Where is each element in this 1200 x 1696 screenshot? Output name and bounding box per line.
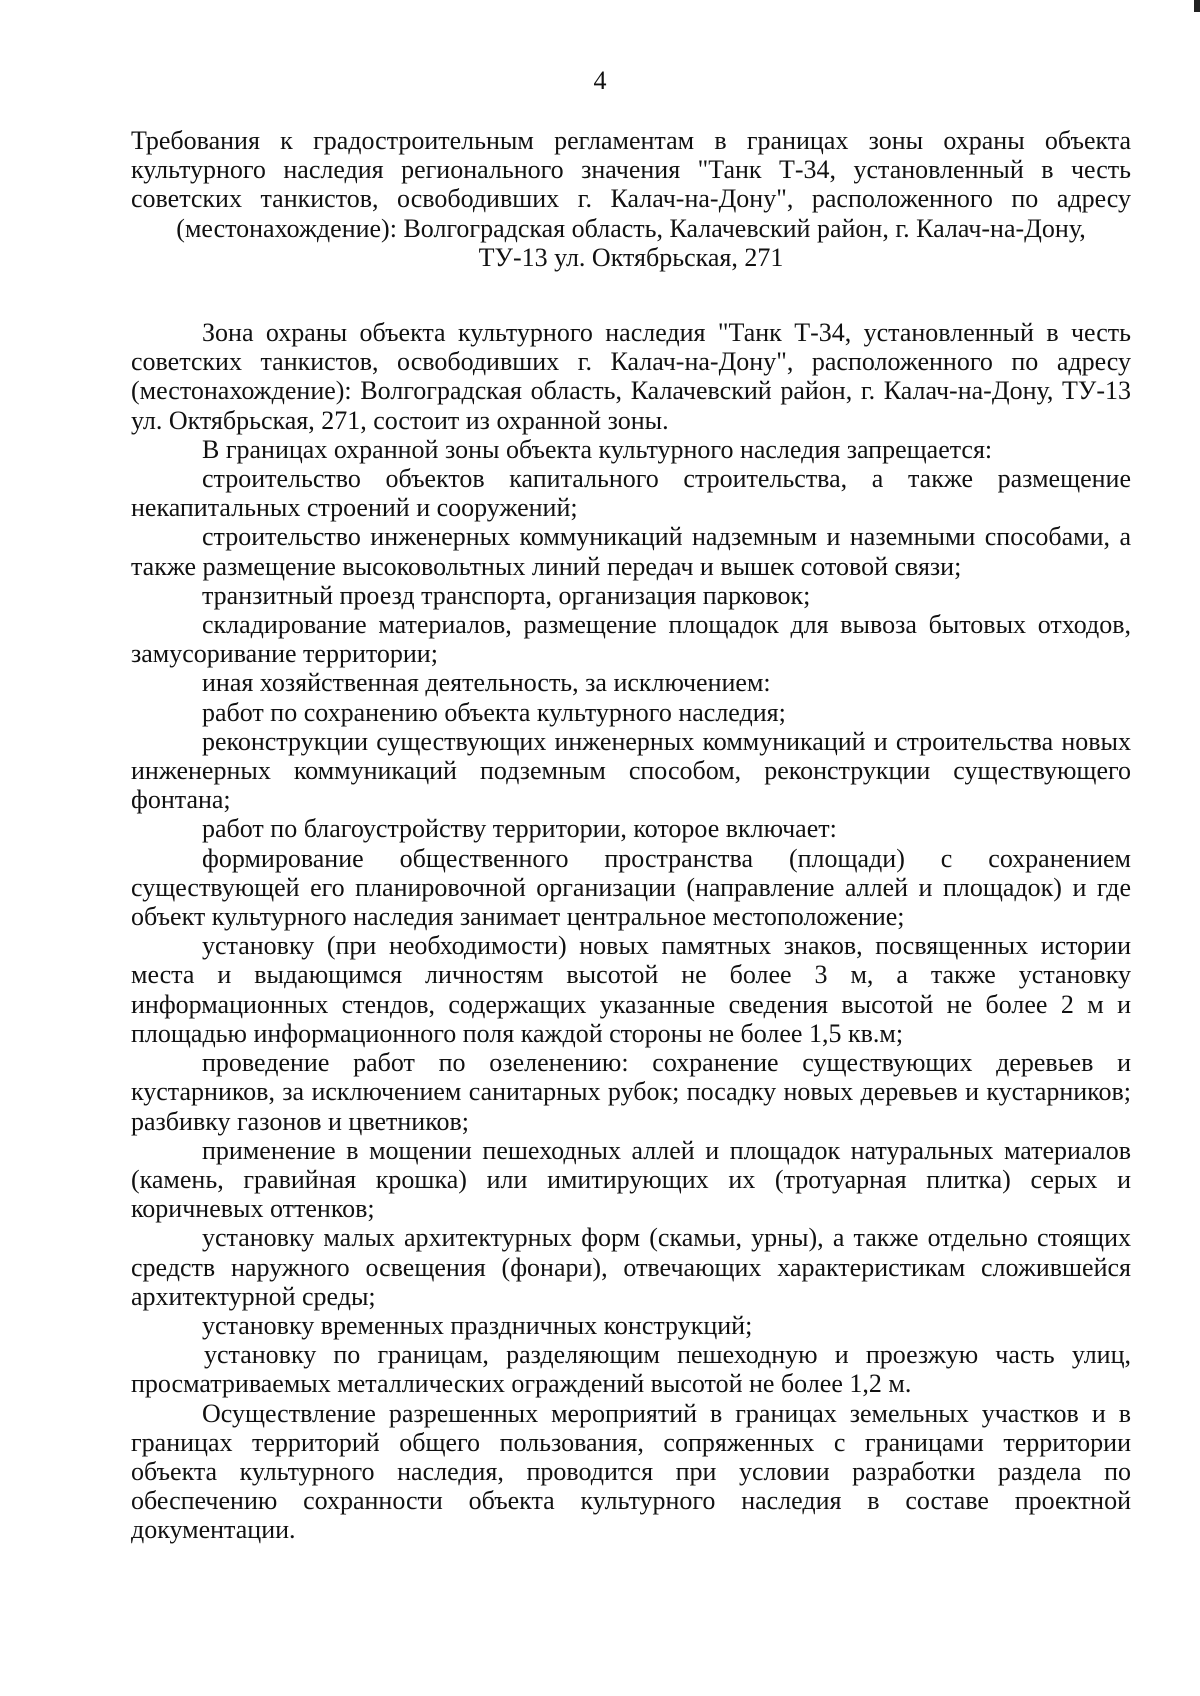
paragraph: работ по благоустройству территории, которое включает: [202, 814, 837, 844]
paragraph: формирование общественного пространства (площади) с сохранением существующей его планировочной организации (направление аллей и площадок) и где объект культурного наследия занимает центральное местоположение; [131, 843, 1131, 932]
paragraph: транзитный проезд транспорта, организация парковок; [202, 580, 811, 610]
document-title: Требования к градостроительным регламентам в границах зоны охраны объекта культурного наследия регионального значения "Танк Т-34, установленный в честь советских танкистов, освободивших г. Калач-на-Дону", расположенного по адресу (местонахождение): Волгоградская область, Калачевский район, г. Калач-на-Дону, [131, 126, 1131, 243]
paragraph: В границах охранной зоны объекта культурного наследия запрещается: [202, 434, 993, 464]
paragraph: установку (при необходимости) новых памятных знаков, посвященных истории места и выдающимся личностям высотой не более 3 м, а также установку информационных стендов, содержащих указанные сведения высотой не более 2 м и площадью информационного поля каждой стороны не более 1,5 кв.м; [131, 931, 1131, 1048]
paragraph: Зона охраны объекта культурного наследия "Танк Т-34, установленный в честь советских танкистов, освободивших г. Калач-на-Дону", расположенного по адресу (местонахождение): Волгоградская область, Калачевский район, г. Калач-на-Дону, ТУ-13 ул. Октябрьская, 271, состоит из охранной зоны. [131, 318, 1131, 435]
paragraph: проведение работ по озеленению: сохранение существующих деревьев и кустарников, за исключением санитарных рубок; посадку новых деревьев и кустарников; разбивку газонов и цветников; [131, 1048, 1131, 1136]
title-spacer [131, 272, 1131, 318]
page-number: 4 [593, 66, 607, 95]
paragraph: установку малых архитектурных форм (скамьи, урны), а также отдельно стоящих средств наружного освещения (фонари), отвечающих характеристикам сложившейся архитектурной среды; [131, 1223, 1131, 1311]
paragraph: иная хозяйственная деятельность, за исключением: [202, 668, 771, 698]
document-body [131, 126, 1131, 1545]
paragraph: строительство инженерных коммуникаций надземным и наземными способами, а также размещение высоковольтных линий передач и вышек сотовой связи; [131, 522, 1131, 581]
scan-edge-mark [1194, 0, 1200, 12]
paragraph: складирование материалов, размещение площадок для вывоза бытовых отходов, замусоривание территории; [131, 610, 1131, 669]
paragraph: установку по границам, разделяющим пешеходную и проезжую часть улиц, просматриваемых металлических ограждений высотой не более 1,2 м. [131, 1340, 1131, 1399]
paragraph: применение в мощении пешеходных аллей и площадок натуральных материалов (камень, гравийная крошка) или имитирующих их (тротуарная плитка) серых и коричневых оттенков; [131, 1135, 1131, 1224]
paragraph: Осуществление разрешенных мероприятий в границах земельных участков и в границах территорий общего пользования, сопряженных с границами территории объекта культурного наследия, проводится при условии разработки раздела по обеспечению сохранности объекта культурного наследия в составе проектной документации. [131, 1398, 1131, 1545]
paragraph: работ по сохранению объекта культурного наследия; [202, 697, 786, 727]
paragraph: установку временных праздничных конструкций; [202, 1310, 753, 1340]
paragraph: строительство объектов капитального строительства, а также размещение некапитальных строений и сооружений; [131, 464, 1131, 523]
paragraph: реконструкции существующих инженерных коммуникаций и строительства новых инженерных коммуникаций подземным способом, реконструкции существующего фонтана; [131, 726, 1131, 815]
document-title-last-line: ТУ-13 ул. Октябрьская, 271 [478, 242, 784, 272]
